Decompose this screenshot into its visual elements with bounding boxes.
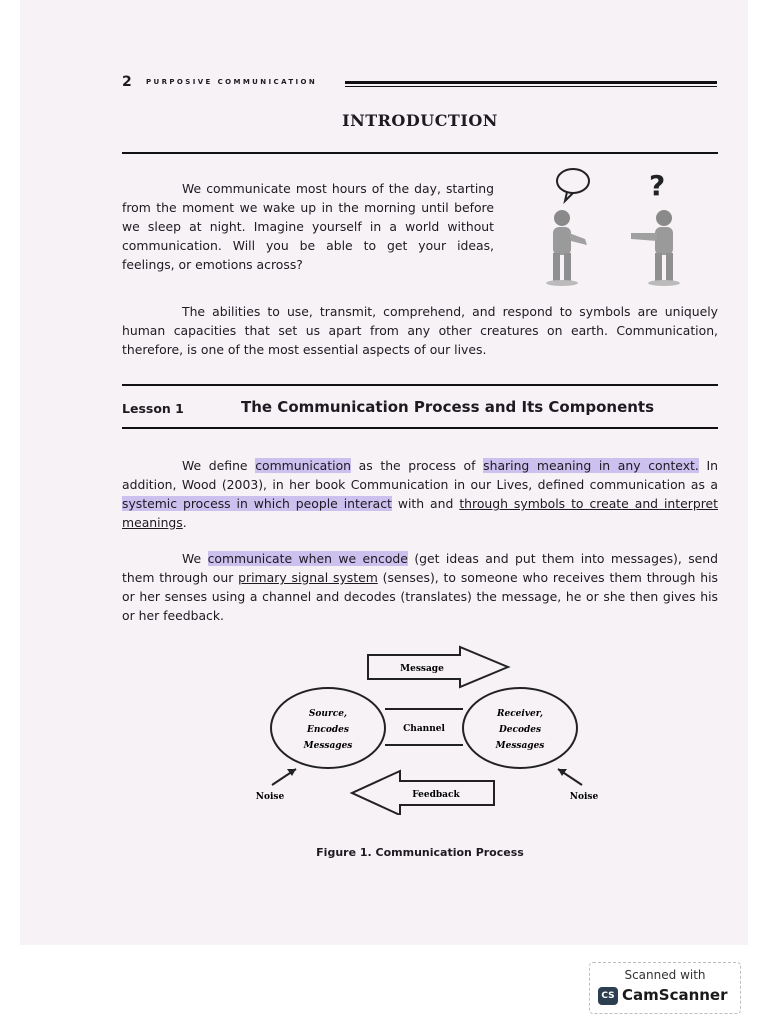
- feedback-label: Feedback: [412, 790, 460, 800]
- divider: [122, 152, 718, 154]
- header-rule-thin: [345, 86, 717, 87]
- underlined-text: primary signal system: [238, 570, 378, 585]
- intro-paragraph-1: [122, 179, 494, 274]
- camscanner-watermark: [589, 962, 741, 1014]
- text-run: with and: [391, 496, 460, 511]
- receiver-label-1: Receiver,: [496, 709, 544, 719]
- text-run: (senses), to someone who receives them through his or her senses using a channel and decodes (translates) the message, he or she then gives his or her feedback.: [122, 570, 718, 623]
- scanned-with-text: Scanned with: [624, 968, 706, 982]
- running-title: PURPOSIVE COMMUNICATION: [146, 78, 318, 86]
- intro-paragraph-2: [122, 302, 718, 359]
- text-run: We define: [182, 458, 256, 473]
- lesson-paragraph-1: [122, 456, 718, 532]
- lesson-number: Lesson 1: [122, 401, 184, 416]
- section-title: INTRODUCTION: [342, 111, 498, 130]
- text-run: In addition, Wood (2003), in her book Communication in our Lives, defined communication as a: [122, 458, 719, 492]
- text-run: We: [182, 551, 208, 566]
- highlighted-text: communication: [255, 458, 352, 473]
- text-run: (get ideas and put them into messages), send them through our: [122, 551, 719, 585]
- highlighted-text: communicate when we encode: [207, 551, 408, 566]
- intro-paragraph-1-text: We communicate most hours of the day, starting from the moment we wake up in the morning until before we sleep at night. Imagine yourself in a world without communication. Will you be able to get your ideas, feelings, or emotions across?: [122, 181, 494, 272]
- lesson-title: The Communication Process and Its Components: [241, 398, 655, 416]
- camscanner-logo-icon: CS: [598, 987, 618, 1005]
- receiver-label-2: Decodes: [498, 725, 542, 735]
- figure-caption: Figure 1. Communication Process: [316, 846, 524, 859]
- underlined-text: through symbols to create and interpret meanings: [122, 496, 719, 530]
- divider: [122, 427, 718, 429]
- highlighted-text: sharing meaning in any context.: [483, 458, 699, 473]
- header-rule: [345, 81, 717, 84]
- noise-label-left: Noise: [255, 792, 285, 802]
- communication-process-diagram: [240, 645, 620, 815]
- lesson-paragraph-2: [122, 549, 718, 625]
- intro-paragraph-2-text: The abilities to use, transmit, comprehend, and respond to symbols are uniquely human capacities that set us apart from any other creatures on earth. Communication, therefore, is one of the most essential aspects of our lives.: [122, 304, 718, 357]
- receiver-label-3: Messages: [495, 741, 545, 751]
- source-label-2: Encodes: [307, 725, 349, 735]
- noise-label-right: Noise: [569, 792, 599, 802]
- message-label: Message: [400, 664, 444, 674]
- question-mark-icon: ?: [649, 169, 666, 202]
- source-label-1: Source,: [308, 709, 348, 719]
- source-label-3: Messages: [303, 741, 353, 751]
- divider: [122, 384, 718, 386]
- page-number: 2: [122, 74, 132, 90]
- channel-label: Channel: [403, 724, 445, 734]
- text-run: as the process of: [351, 458, 484, 473]
- camscanner-name: CamScanner: [622, 986, 728, 1004]
- text-run: .: [182, 515, 187, 530]
- highlighted-text: systemic process in which people interact: [122, 496, 392, 511]
- communication-illustration: [525, 165, 685, 290]
